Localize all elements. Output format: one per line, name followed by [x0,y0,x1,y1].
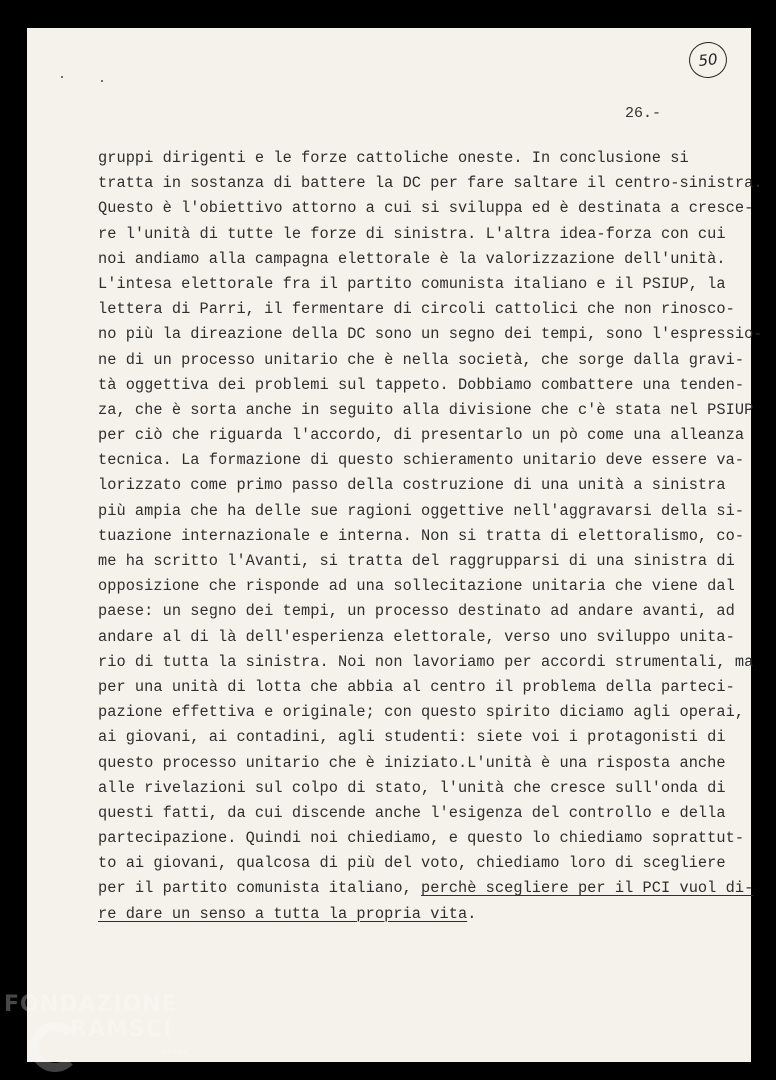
text-line [98,876,754,901]
archive-stamp: 50 [687,40,729,80]
watermark-g-logo-icon [30,1022,80,1072]
underlined-text: re dare un senso a tutta la propria vita [98,904,468,923]
text-line: za, che è sorta anche in seguito alla divisione che c'è stata nel PSIUP [98,400,754,419]
text-line: questo processo unitario che è iniziato.L'unità è una risposta anche [98,753,726,772]
body-text [98,146,763,927]
fondazione-gramsci-watermark [4,992,189,1055]
watermark-sub: onlus [162,1047,189,1055]
text-line: ai giovani, ai contadini, agli studenti: siete voi i protagonisti di [98,728,726,747]
watermark-line-2: RAMSCI [70,1017,173,1042]
text-line: lettera di Parri, il fermentare di circoli cattolici che non rinosco- [98,300,735,319]
text-line: tecnica. La formazione di questo schieramento unitario deve essere va- [98,451,745,470]
paper-speck [61,76,63,78]
text-line: pazione effettiva e originale; con questo spirito diciamo agli operai, [98,703,745,722]
text-line: lorizzato come primo passo della costruzione di una unità a sinistra [98,476,726,495]
text-line: tuazione internazionale e interna. Non si tratta di elettoralismo, co- [98,526,745,545]
text-line: paese: un segno dei tempi, un processo destinato ad andare avanti, ad [98,602,735,621]
page-number: 26.- [625,105,662,122]
text-segment: . [467,904,477,923]
paper-speck [101,80,103,82]
text-line: to ai giovani, qualcosa di più del voto, chiediamo loro di scegliere [98,854,726,873]
text-line: per ciò che riguarda l'accordo, di presentarlo un pò come una alleanza [98,426,745,445]
text-line: per una unità di lotta che abbia al centro il problema della parteci- [98,677,735,696]
text-line: L'intesa elettorale fra il partito comunista italiano e il PSIUP, la [98,274,726,293]
text-line: re l'unità di tutte le forze di sinistra. L'altra idea-forza con cui [98,224,726,243]
text-line: opposizione che risponde ad una sollecitazione unitaria che viene dal [98,577,735,596]
text-line: gruppi dirigenti e le forze cattoliche oneste. In conclusione si [98,149,689,167]
text-line: tratta in sostanza di battere la DC per fare saltare il centro-sinistra. [98,174,763,193]
text-line: partecipazione. Quindi noi chiediamo, e questo lo chiediamo soprattut- [98,829,745,848]
underlined-text: perchè scegliere per il PCI vuol di- [421,879,754,898]
text-line: noi andiamo alla campagna elettorale è la valorizzazione dell'unità. [98,249,726,268]
text-line: questi fatti, da cui discende anche l'esigenza del controllo e della [98,803,726,822]
text-segment: per il partito comunista italiano, [98,879,422,898]
text-line: più ampia che ha delle sue ragioni oggettive nell'aggravarsi della si- [98,501,745,520]
text-line: no più la direazione della DC sono un segno dei tempi, sono l'espressio- [98,325,763,344]
text-line: tà oggettiva dei problemi sul tappeto. Dobbiamo combattere una tenden- [98,375,745,394]
text-line: rio di tutta la sinistra. Noi non lavoriamo per accordi strumentali, ma [98,652,754,671]
watermark-line-1: FONDAZIONE [4,992,178,1017]
text-line: andare al di là dell'esperienza elettorale, verso uno sviluppo unita- [98,627,735,646]
text-line: alle rivelazioni sul colpo di stato, l'unità che cresce sull'onda di [98,778,726,797]
text-line [98,902,718,927]
text-line: me ha scritto l'Avanti, si tratta del raggrupparsi di una sinistra di [98,552,735,570]
text-line: Questo è l'obiettivo attorno a cui si sviluppa ed è destinata a cresce- [98,199,754,218]
document-page [27,28,763,1062]
text-line: ne di un processo unitario che è nella società, che sorge dalla gravi- [98,350,745,369]
